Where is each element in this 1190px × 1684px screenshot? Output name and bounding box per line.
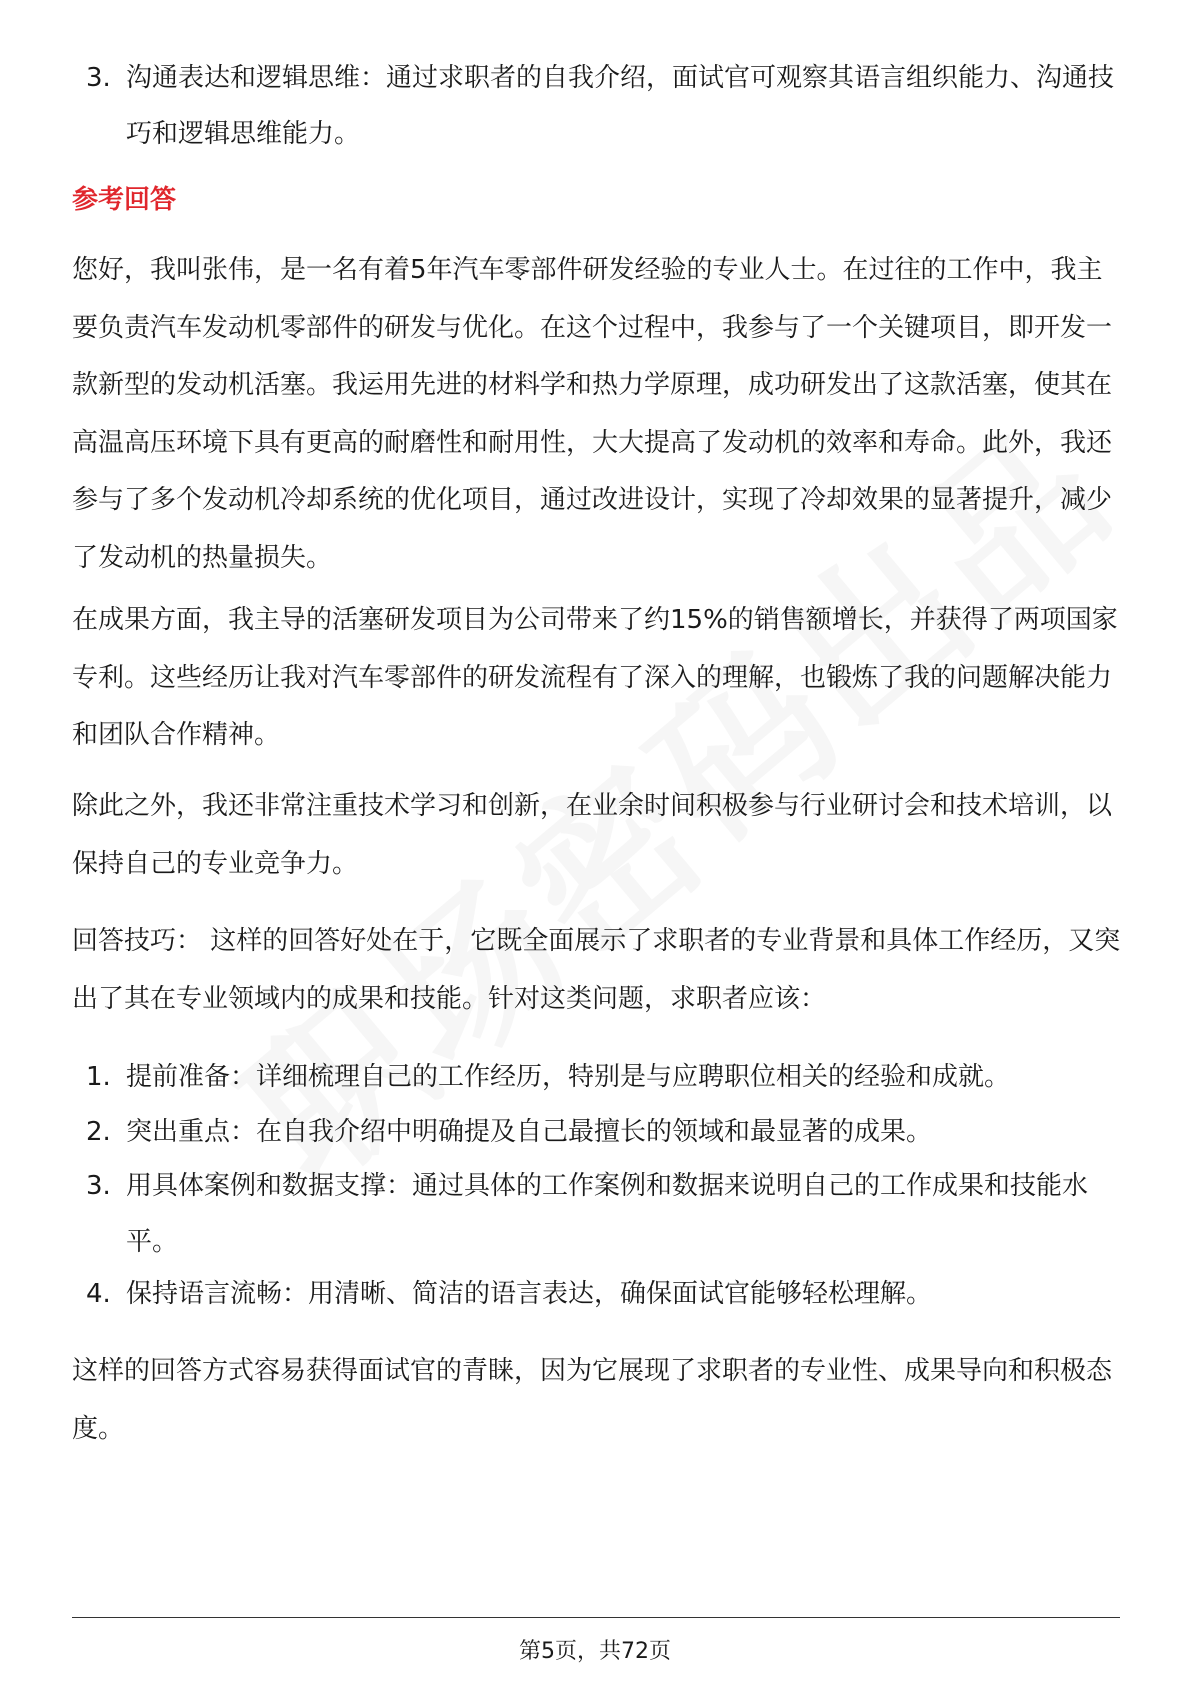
tip-item [86, 1049, 1126, 1105]
paragraph-intro: 您好，我叫张伟，是一名有着5年汽车零部件研发经验的专业人士。在过往的工作中，我主要负责汽车发动机零部件的研发与优化。在这个过程中，我参与了一个关键项目，即开发一款新型的发动机活塞。我运用先进的材料学和热力学原理，成功研发出了这款活塞，使其在高温高压环境下具有更高的耐磨性和耐用性，大大提高了发动机的效率和寿命。此外，我还参与了多个发动机冷却系统的优化项目，通过改进设计，实现了冷却效果的显著提升，减少了发动机的热量损失。 [72, 255, 1113, 573]
list-text: 用具体案例和数据支撑：通过具体的工作案例和数据来说明自己的工作成果和技能水平。 [126, 1171, 1089, 1257]
list-number: 2. [86, 1117, 111, 1147]
list-item [86, 50, 1126, 162]
tip-item [86, 1158, 1126, 1270]
tip-item [86, 1266, 1126, 1322]
list-text: 提前准备：详细梳理自己的工作经历，特别是与应聘职位相关的经验和成就。 [126, 1062, 1011, 1092]
footer-divider [72, 1617, 1120, 1618]
page-number: 第5页，共72页 [519, 1639, 671, 1664]
tip-item [86, 1104, 1126, 1160]
paragraph-achievements: 在成果方面，我主导的活塞研发项目为公司带来了约15%的销售额增长，并获得了两项国家专利。这些经历让我对汽车零部件的研发流程有了深入的理解，也锻炼了我的问题解决能力和团队合作精神。 [72, 605, 1118, 750]
list-number: 4. [86, 1279, 111, 1309]
list-number: 1. [86, 1062, 111, 1092]
paragraph-learning: 除此之外，我还非常注重技术学习和创新，在业余时间积极参与行业研讨会和技术培训，以保持自己的专业竞争力。 [72, 791, 1113, 879]
list-number: 3. [86, 63, 111, 93]
list-text: 沟通表达和逻辑思维：通过求职者的自我介绍，面试官可观察其语言组织能力、沟通技巧和逻辑思维能力。 [126, 63, 1115, 149]
paragraph-closing: 这样的回答方式容易获得面试官的青睐，因为它展现了求职者的专业性、成果导向和积极态度。 [72, 1356, 1113, 1444]
list-number: 3. [86, 1171, 111, 1201]
paragraph-tips-intro: 回答技巧： 这样的回答好处在于，它既全面展示了求职者的专业背景和具体工作经历，又突出了其在专业领域内的成果和技能。针对这类问题，求职者应该： [72, 926, 1121, 1014]
list-text: 保持语言流畅：用清晰、简洁的语言表达，确保面试官能够轻松理解。 [126, 1279, 933, 1309]
list-text: 突出重点：在自我介绍中明确提及自己最擅长的领域和最显著的成果。 [126, 1117, 933, 1147]
section-heading: 参考回答 [72, 185, 177, 215]
